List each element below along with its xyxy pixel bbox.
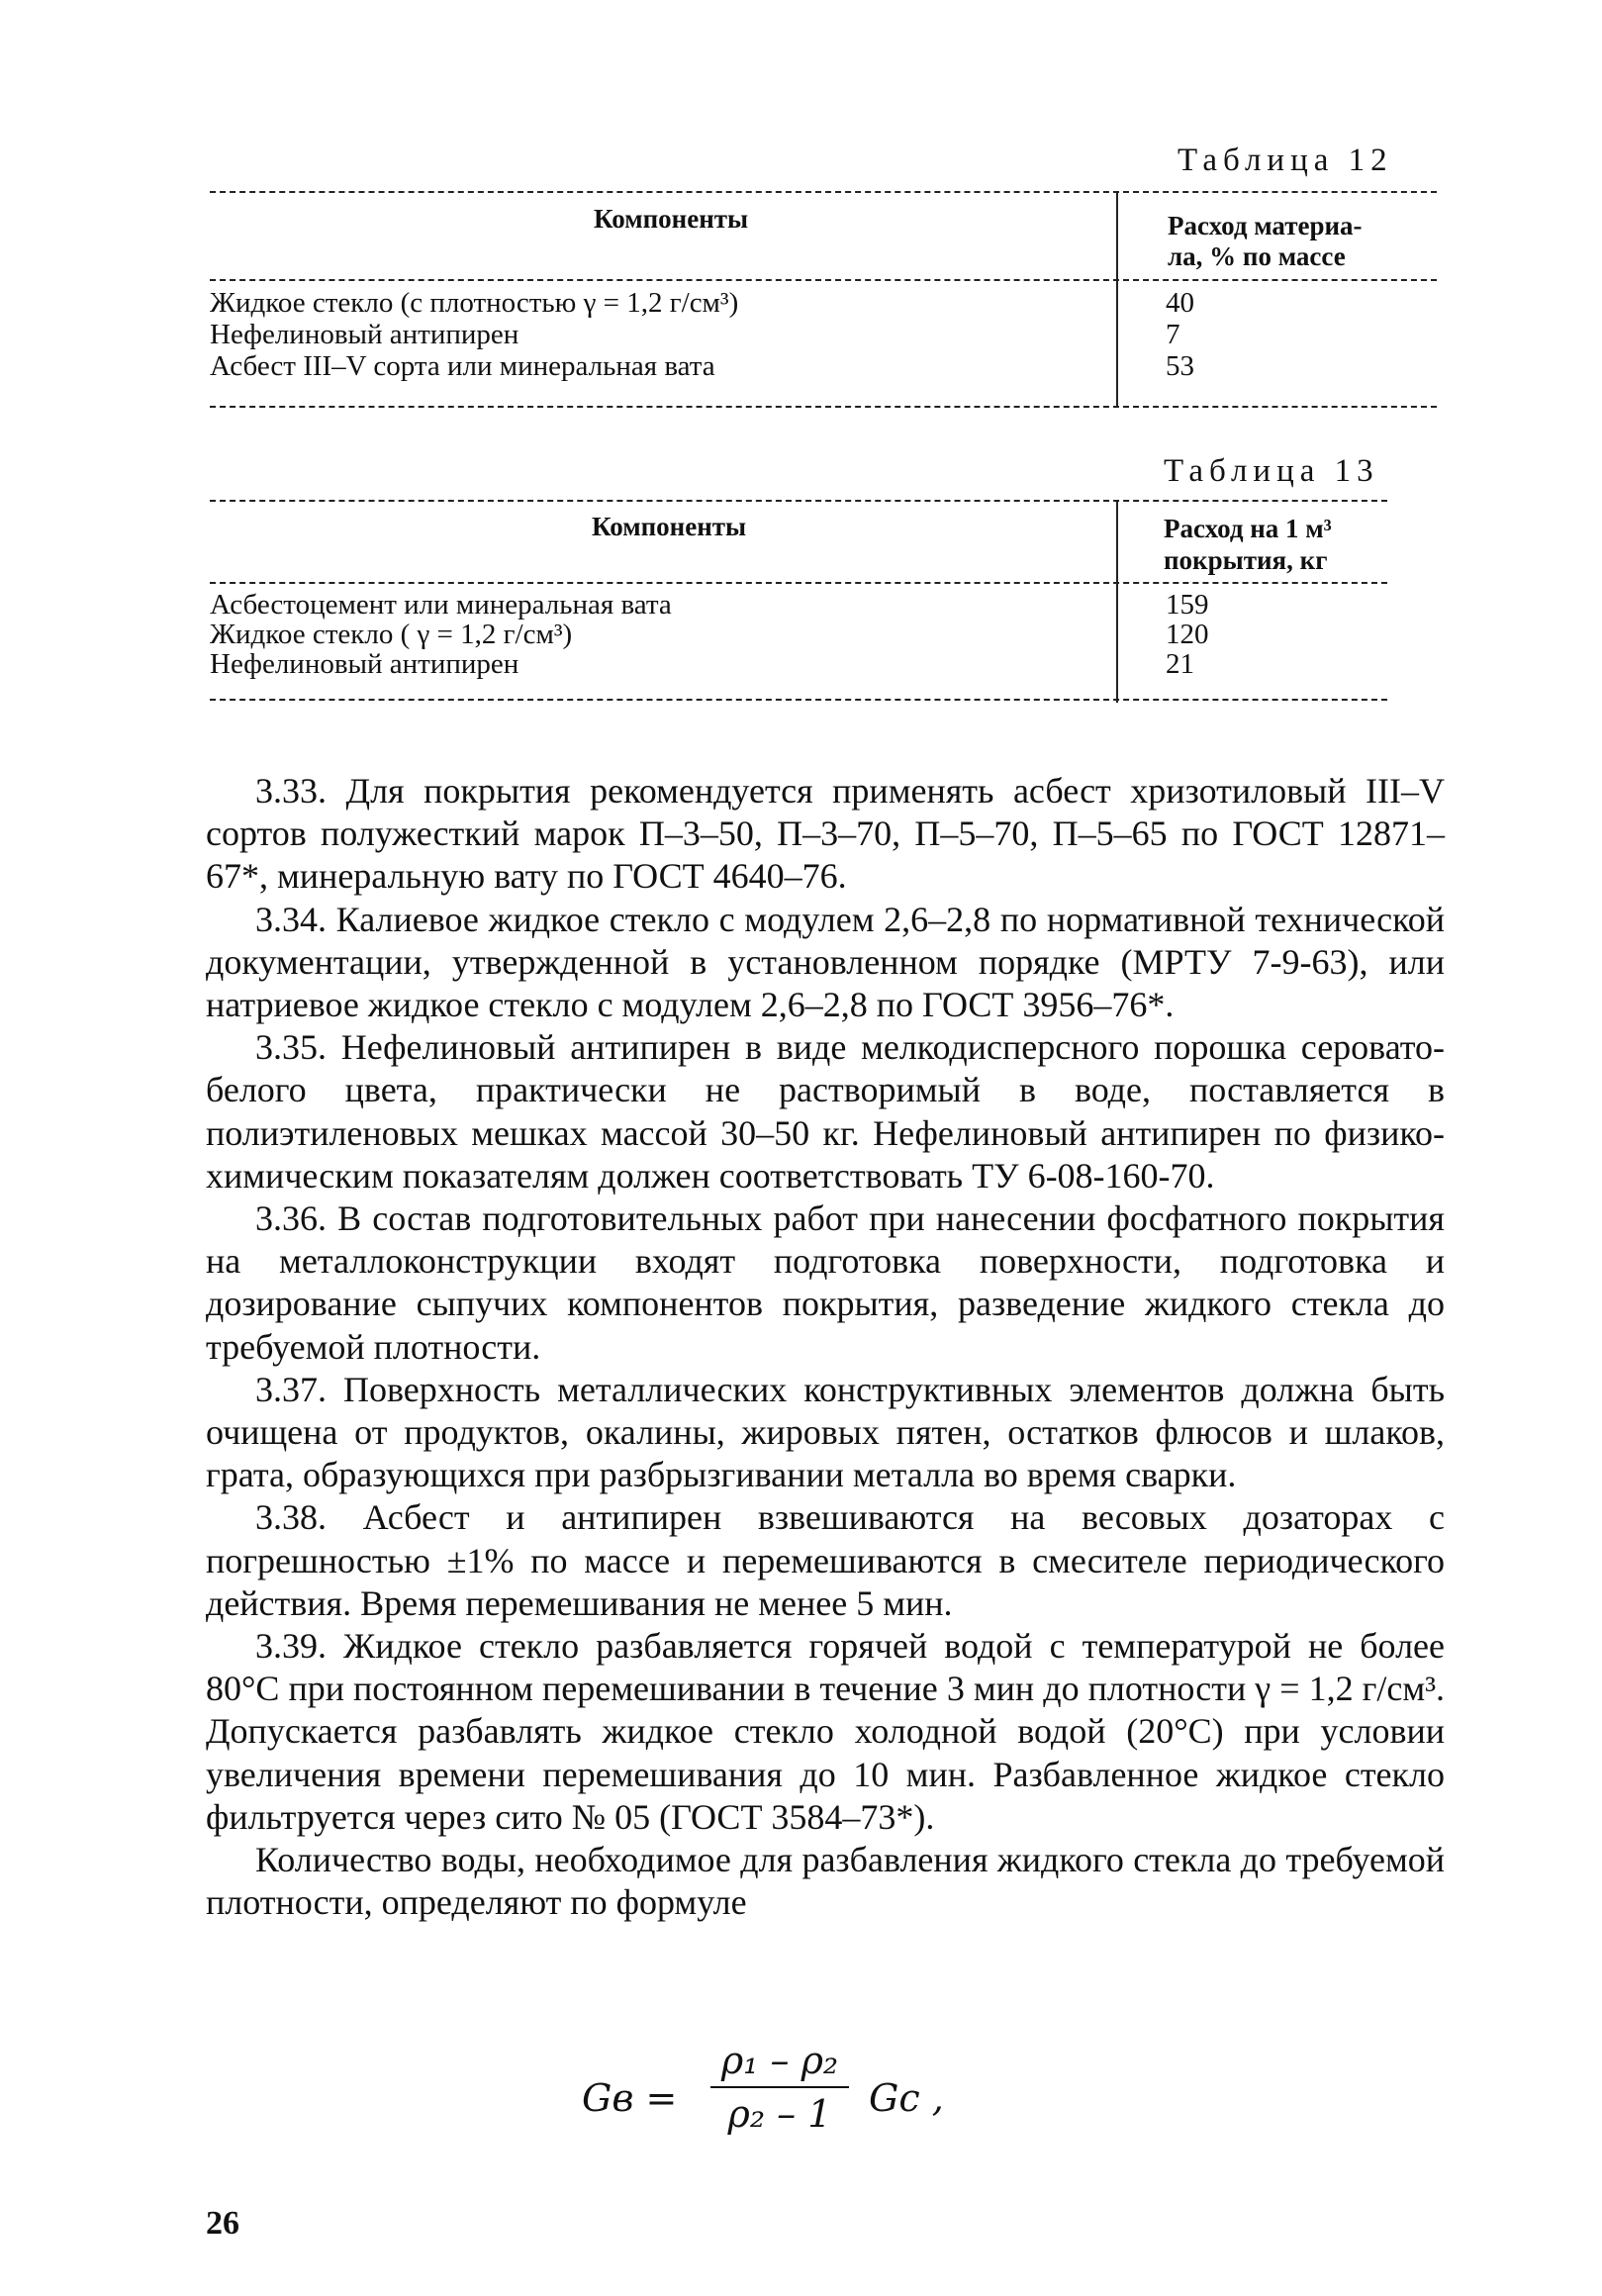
formula-multiplier: Gс , xyxy=(869,2076,944,2120)
formula-lhs: Gв = xyxy=(582,2076,678,2120)
table13-row-3-name: Нефелиновый антипирен xyxy=(210,648,519,680)
table13-row-1-name: Асбестоцемент или минеральная вата xyxy=(210,589,672,621)
table12-column-divider xyxy=(1116,191,1118,407)
table12-row-3-name: Асбест III–V сорта или минеральная вата xyxy=(210,350,715,382)
table12-header-value-line2: ла, % по массе xyxy=(1168,241,1346,271)
formula-fraction xyxy=(710,2039,849,2136)
table13-column-divider xyxy=(1116,500,1118,703)
table12-bottom-rule xyxy=(210,406,1437,408)
paragraph-3-37: 3.37. Поверхность металлических конструктивных элементов должна быть очищена от продуктов, окалины, жировых пятен, остатков флюсов и шлаков, грата, образующихся при разбрызгивании металла во время сварки. xyxy=(206,1369,1445,1495)
table12-row-1-name: Жидкое стекло (с плотностью γ = 1,2 г/см³) xyxy=(210,287,739,319)
table13-header-rule xyxy=(210,582,1387,584)
table12-row-2-name: Нефелиновый антипирен xyxy=(210,319,519,350)
paragraph-3-33: 3.33. Для покрытия рекомендуется применять асбест хризотиловый III–V сортов полужесткий марок П–3–50, П–3–70, П–5–70, П–5–65 по ГОСТ 12871–67*, минеральную вату по ГОСТ 4640–76. xyxy=(206,771,1445,897)
paragraph-water-amount: Количество воды, необходимое для разбавления жидкого стекла до требуемой плотности, определяют по формуле xyxy=(206,1840,1445,1923)
paragraph-3-36: 3.36. В состав подготовительных работ при нанесении фосфатного покрытия на металлоконструкции входят подготовка поверхности, подготовка и дозирование сыпучих компонентов покрытия, разведение жидкого стекла до требуемой плотности. xyxy=(206,1198,1445,1367)
table13-bottom-rule xyxy=(210,699,1387,701)
table12-top-rule xyxy=(210,191,1437,193)
paragraph-3-38: 3.38. Асбест и антипирен взвешиваются на весовых дозаторах с погрешностью ±1% по массе и перемешиваются в смесителе периодического действия. Время перемешивания не менее 5 мин. xyxy=(206,1497,1445,1623)
table12-row-1-value: 40 xyxy=(1166,287,1194,319)
table13-row-1-value: 159 xyxy=(1166,589,1209,621)
formula-denominator: ρ₂ – 1 xyxy=(727,2092,832,2136)
table13-header-value-line1: Расход на 1 м³ xyxy=(1164,514,1332,543)
table13-header-value-line2: покрытия, кг xyxy=(1164,545,1328,575)
table13-header-components: Компоненты xyxy=(592,512,747,541)
table12-header-rule xyxy=(210,279,1437,281)
water-amount-formula xyxy=(582,2039,997,2177)
paragraph-3-34: 3.34. Калиевое жидкое стекло с модулем 2,6–2,8 по нормативной технической документации, утвержденной в установленном порядке (МРТУ 7-9-63), или натриевое жидкое стекло с модулем 2,6–2,8 по ГОСТ 3956–76*. xyxy=(206,899,1445,1025)
paragraph-3-35: 3.35. Нефелиновый антипирен в виде мелкодисперсного порошка серовато-белого цвета, практически не растворимый в воде, поставляется в полиэтиленовых мешках массой 30–50 кг. Нефелиновый антипирен по физико-химическим показателям должен соответствовать ТУ 6-08-160-70. xyxy=(206,1027,1445,1196)
table12-header-value-line1: Расход материа- xyxy=(1168,211,1363,240)
table12-caption: Таблица 12 xyxy=(1178,143,1393,178)
table13-top-rule xyxy=(210,500,1387,502)
table12-row-3-value: 53 xyxy=(1166,350,1194,382)
table13-caption: Таблица 13 xyxy=(1164,453,1379,489)
body-text xyxy=(206,770,1445,1924)
paragraph-3-39: 3.39. Жидкое стекло разбавляется горячей водой с температурой не более 80°С при постоянном перемешивании в течение 3 мин до плотности γ = 1,2 г/см³. Допускается разбавлять жидкое стекло холодной водой (20°С) при условии увеличения времени перемешивания до 10 мин. Разбавленное жидкое стекло фильтруется через сито № 05 (ГОСТ 3584–73*). xyxy=(206,1626,1445,1837)
table12-header-components: Компоненты xyxy=(594,204,749,234)
page-number: 26 xyxy=(206,2205,239,2242)
table13-row-2-name: Жидкое стекло ( γ = 1,2 г/см³) xyxy=(210,619,573,650)
table13-row-2-value: 120 xyxy=(1166,619,1209,650)
table12-row-2-value: 7 xyxy=(1166,319,1180,350)
table13-row-3-value: 21 xyxy=(1166,648,1194,680)
formula-numerator: ρ₁ – ρ₂ xyxy=(710,2039,849,2088)
